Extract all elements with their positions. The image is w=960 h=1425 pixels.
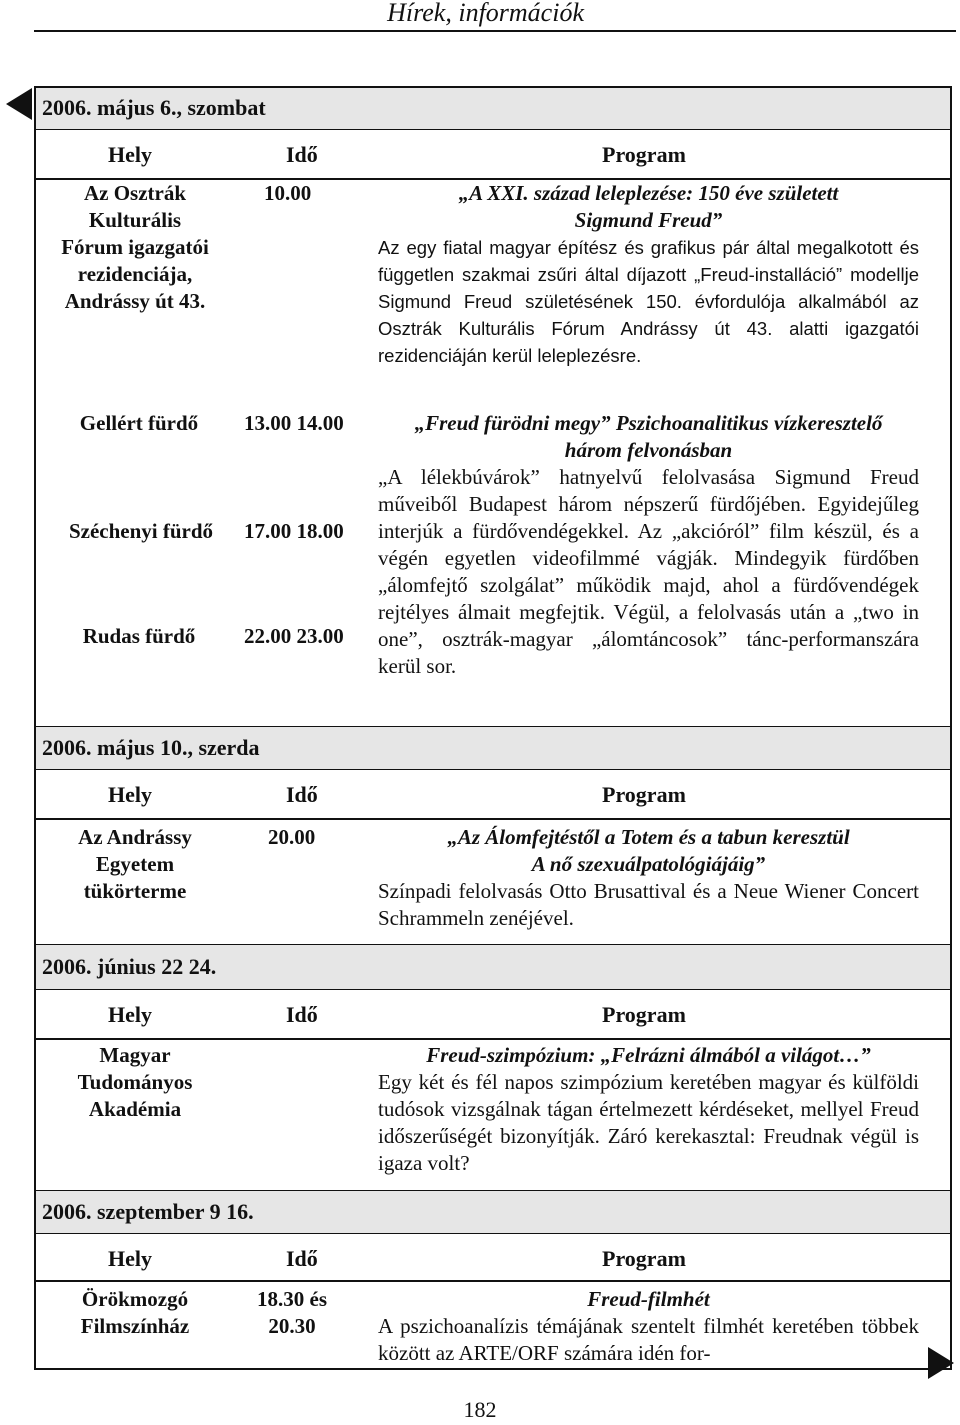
header-program: Program bbox=[602, 1002, 686, 1027]
event-description: Színpadi felolvasás Otto Brusattival és a Neue Wiener Concert Schrammeln zenéjével. bbox=[378, 879, 919, 930]
header-place: Hely bbox=[108, 1002, 152, 1027]
event-title: „Freud fürödni megy” Pszichoanalitikus vízkeresztelő bbox=[414, 411, 883, 435]
venue-place: Gellért fürdő bbox=[79, 411, 199, 435]
venue-time: 13.00 14.00 bbox=[244, 411, 344, 435]
header-place: Hely bbox=[108, 782, 152, 807]
event-program bbox=[378, 410, 919, 680]
section-date-bar: 2006. szeptember 9 16. bbox=[36, 1190, 950, 1234]
header-rule bbox=[36, 818, 950, 820]
header-time: Idő bbox=[286, 782, 318, 807]
previous-page-arrow-icon[interactable] bbox=[6, 88, 32, 120]
event-program bbox=[378, 824, 919, 932]
venue-time: 17.00 18.00 bbox=[244, 519, 344, 543]
event-program bbox=[378, 1286, 919, 1367]
header-program: Program bbox=[602, 782, 686, 807]
section-date-bar: 2006. június 22 24. bbox=[36, 944, 950, 990]
event-place: Magyar Tudományos Akadémia bbox=[77, 1043, 193, 1121]
venue-place: Rudas fürdő bbox=[82, 624, 196, 648]
header-time: Idő bbox=[286, 1002, 318, 1027]
running-head-title: Hírek, információk bbox=[387, 0, 584, 27]
event-title: „A XXI. század leleplezése: 150 éve született bbox=[458, 181, 839, 205]
event-title: három felvonásban bbox=[564, 438, 733, 462]
event-time: 10.00 bbox=[264, 181, 312, 205]
page-number: 182 bbox=[463, 1397, 497, 1422]
venue-place: Széchenyi fürdő bbox=[68, 519, 214, 543]
header-rule bbox=[36, 1038, 950, 1040]
event-description: Egy két és fél napos szimpózium keretében magyar és külföldi tudósok vizsgálnak tágan értelmezett kérdéseket, mellyel Freud időszerűségét bizonyítják. Záró kerekasztal: Freudnak végül is igaza volt? bbox=[378, 1070, 919, 1175]
event-place: Az Andrássy Egyetem tükörterme bbox=[78, 825, 192, 903]
event-description: A pszichoanalízis témájának szentelt filmhét keretében többek között az ARTE/ORF számára idén for- bbox=[378, 1314, 919, 1365]
running-head-rule bbox=[34, 30, 956, 32]
event-title: Freud-filmhét bbox=[587, 1287, 710, 1311]
event-time: 20.00 bbox=[268, 825, 316, 849]
header-time: Idő bbox=[286, 142, 318, 167]
header-time: Idő bbox=[286, 1246, 318, 1271]
header-program: Program bbox=[602, 142, 686, 167]
table-header-row bbox=[36, 770, 950, 820]
event-title: Freud-szimpózium: „Felrázni álmából a világot…” bbox=[426, 1043, 871, 1067]
event-place: Az Osztrák Kulturális Fórum igazgatói rezidenciája, Andrássy út 43. bbox=[61, 181, 209, 313]
section-date-bar: 2006. május 6., szombat bbox=[36, 88, 950, 130]
header-place: Hely bbox=[108, 1246, 152, 1271]
event-place: Örökmozgó Filmszínház bbox=[80, 1287, 190, 1338]
header-place: Hely bbox=[108, 142, 152, 167]
event-title: „Az Álomfejtéstől a Totem és a tabun keresztül bbox=[447, 825, 850, 849]
venue-time: 22.00 23.00 bbox=[244, 624, 344, 648]
event-description: „A lélekbúvárok” hatnyelvű felolvasása Sigmund Freud műveiből Budapest három népszerű fürdőjében. Egyidejűleg interjúk a fürdővendégekkel. Az „akcióról” film készül, és a végén egyetlen videofilmmé vágják. Mindegyik fürdőben „álomfejtő szolgálat” működik majd, ahol a fürdővendégek rejtélyes álmait megfejtik. Végül, a felolvasás után a „two in one”, osztrák-magyar „álomtáncosok” tánc-performanszára kerül sor. bbox=[378, 465, 919, 678]
event-time: 18.30 és 20.30 bbox=[257, 1287, 327, 1338]
table-header-row bbox=[36, 1234, 950, 1284]
event-program bbox=[378, 180, 919, 369]
running-head bbox=[0, 0, 960, 30]
event-title: A nő szexuálpatológiájáig” bbox=[531, 852, 766, 876]
section-date-bar: 2006. május 10., szerda bbox=[36, 726, 950, 770]
event-program bbox=[378, 1042, 919, 1177]
event-description: Az egy fiatal magyar építész és grafikus pár által megalkotott és független szakmai zsűri által díjazott „Freud-installáció” modellje Sigmund Freud születésének 150. évfordulója alkalmából az Osztrák Kulturális Fórum Andrássy út 43. alatti igazgatói rezidenciáján kerül leleplezésre. bbox=[378, 237, 919, 366]
table-header-row bbox=[36, 990, 950, 1040]
table-header-row bbox=[36, 130, 950, 180]
header-program: Program bbox=[602, 1246, 686, 1271]
event-title: Sigmund Freud” bbox=[574, 208, 723, 232]
header-rule bbox=[36, 1280, 950, 1282]
